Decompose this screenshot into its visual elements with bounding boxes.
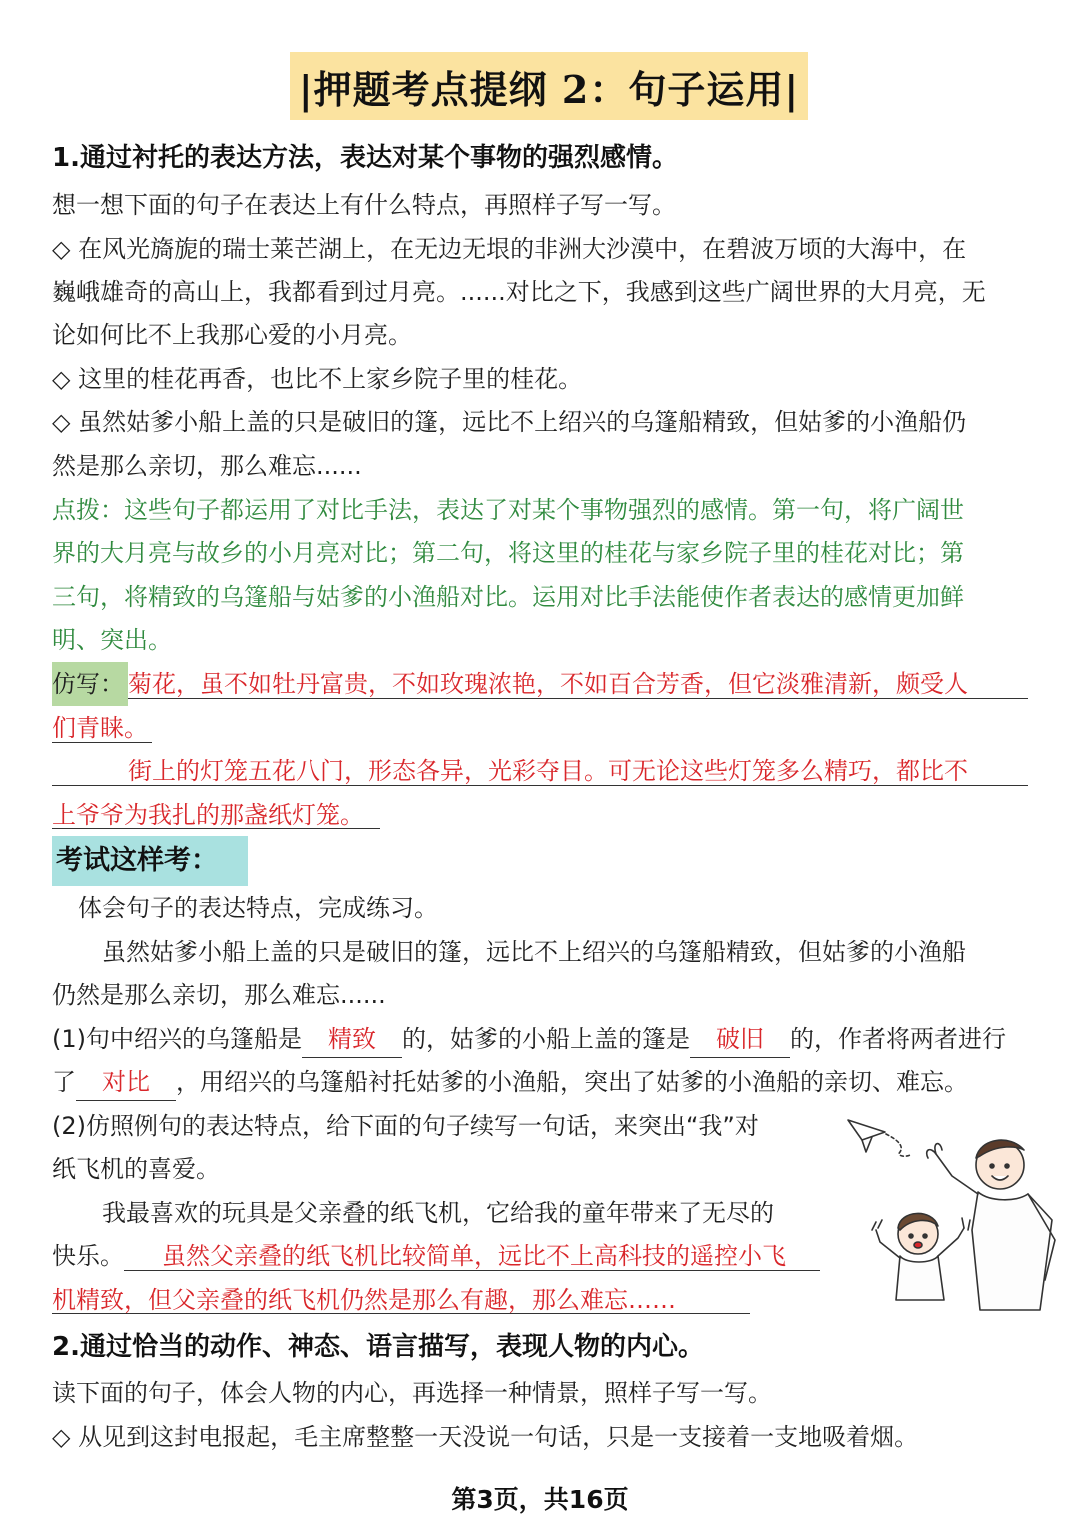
page-title: |押题考点提纲 2：句子运用| xyxy=(298,66,800,112)
question1-text-d: 了 xyxy=(52,1068,76,1096)
imitate1-line1: 菊花，虽不如牡丹富贵，不如玫瑰浓艳，不如百合芳香，但它淡雅清新，颇受人 xyxy=(128,670,968,698)
section1-heading: 1.通过衬托的表达方法，表达对某个事物的强烈感情。 xyxy=(52,143,678,173)
question1-line2 xyxy=(52,1060,1042,1104)
answer-blank-2: 破旧 xyxy=(690,1021,790,1058)
exam-passage-line2: 仍然是那么亲切，那么难忘...... xyxy=(52,981,386,1009)
page-number: 第3页，共16页 xyxy=(451,1485,629,1514)
paper-plane-icon xyxy=(848,1120,885,1140)
section2-example1: ◇ 从见到这封电报起，毛主席整整一天没说一句话，只是一支接着一支地吸着烟。 xyxy=(52,1423,919,1451)
imitate1-underline1 xyxy=(128,698,1028,699)
question2-answer-underline2 xyxy=(52,1313,750,1314)
example1-line2: 巍峨雄奇的高山上，我都看到过月亮。......对比之下，我感到这些广阔世界的大月亮，无 xyxy=(52,278,986,306)
section2-prompt: 读下面的句子，体会人物的内心，再选择一种情景，照样子写一写。 xyxy=(52,1379,772,1407)
tip-line3: 三句，将精致的乌篷船与姑爹的小渔船对比。运用对比手法能使作者表达的感情更加鲜 xyxy=(52,583,964,611)
imitate2-line2: 上爷爷为我扎的那盏纸灯笼。 xyxy=(52,801,364,829)
section1-prompt: 想一想下面的句子在表达上有什么特点，再照样子写一写。 xyxy=(52,191,676,219)
imitate2-underline1 xyxy=(52,785,1028,786)
question1-line1 xyxy=(52,1017,1042,1061)
exam-passage-line1: 虽然姑爹小船上盖的只是破旧的篷，远比不上绍兴的乌篷船精致，但姑爹的小渔船 xyxy=(102,938,966,966)
answer-blank-1: 精致 xyxy=(302,1021,402,1058)
example3-line1: ◇ 虽然姑爹小船上盖的只是破旧的篷，远比不上绍兴的乌篷船精致，但姑爹的小渔船仍 xyxy=(52,408,967,436)
imitate-label: 仿写： xyxy=(52,670,124,698)
question2-answer-underline1 xyxy=(124,1270,820,1271)
question2-passage-line2: 快乐。 xyxy=(52,1242,124,1270)
exam-label: 考试这样考： xyxy=(56,845,218,876)
question2-answer-line2: 机精致，但父亲叠的纸飞机仍然是那么有趣，那么难忘…… xyxy=(52,1286,676,1314)
example1-line1: ◇ 在风光旖旎的瑞士莱芒湖上，在无边无垠的非洲大沙漠中，在碧波万顷的大海中，在 xyxy=(52,235,967,263)
question2-line1: (2)仿照例句的表达特点，给下面的句子续写一句话，来突出“我”对 xyxy=(52,1112,759,1140)
exam-intro: 体会句子的表达特点，完成练习。 xyxy=(78,894,438,922)
tip-line4: 明、突出。 xyxy=(52,626,172,654)
answer-blank-3: 对比 xyxy=(76,1064,176,1101)
section2-heading: 2.通过恰当的动作、神态、语言描写，表现人物的内心。 xyxy=(52,1332,704,1362)
question1-text-c: 的，作者将两者进行 xyxy=(790,1025,1006,1053)
imitate1-line2: 们青睐。 xyxy=(52,714,148,742)
example1-line3: 论如何比不上我那心爱的小月亮。 xyxy=(52,321,412,349)
question1-text-a: (1)句中绍兴的乌篷船是 xyxy=(52,1025,302,1053)
paper-plane-illustration xyxy=(840,1110,1070,1315)
question1-text-b: 的，姑爹的小船上盖的篷是 xyxy=(402,1025,690,1053)
example2: ◇ 这里的桂花再香，也比不上家乡院子里的桂花。 xyxy=(52,365,583,393)
question2-line2: 纸飞机的喜爱。 xyxy=(52,1155,220,1183)
question1-text-e: ，用绍兴的乌篷船衬托姑爹的小渔船，突出了姑爹的小渔船的亲切、难忘。 xyxy=(176,1068,968,1096)
tip-line2: 界的大月亮与故乡的小月亮对比；第二句，将这里的桂花与家乡院子里的桂花对比；第 xyxy=(52,539,964,567)
imitate1-underline2 xyxy=(52,742,152,743)
tip-line1: 点拨：这些句子都运用了对比手法，表达了对某个事物强烈的感情。第一句，将广阔世 xyxy=(52,496,964,524)
question2-answer-line1: 虽然父亲叠的纸飞机比较简单，远比不上高科技的遥控小飞 xyxy=(162,1242,786,1270)
example3-line2: 然是那么亲切，那么难忘...... xyxy=(52,452,362,480)
imitate2-line1: 街上的灯笼五花八门，形态各异，光彩夺目。可无论这些灯笼多么精巧，都比不 xyxy=(128,757,968,785)
imitate2-underline2 xyxy=(52,828,380,829)
question2-passage-line1: 我最喜欢的玩具是父亲叠的纸飞机，它给我的童年带来了无尽的 xyxy=(102,1199,774,1227)
